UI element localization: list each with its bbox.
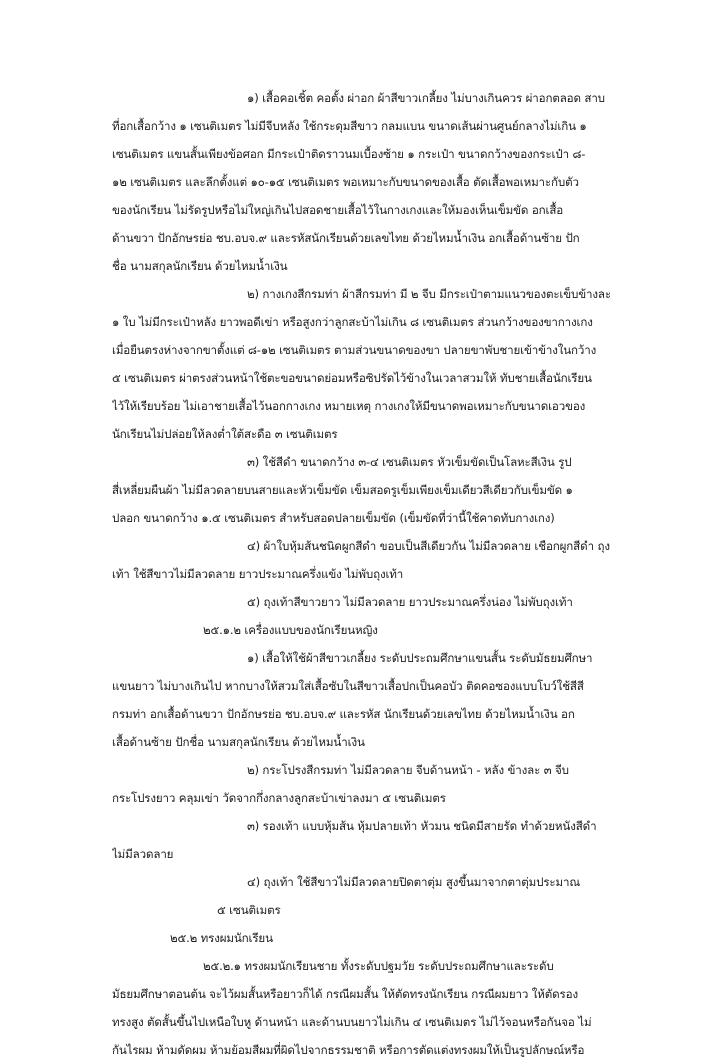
text-line: ด้านขวา ปักอักษรย่อ ชบ.อบจ.๙ และรหัสนักเรียนด้วยเลขไทย ด้วยไหมน้ำเงิน อกเสื้อด้านซ้าย ปัก [112, 231, 580, 245]
text-line: เสื้อด้านซ้าย ปักชื่อ นามสกุลนักเรียน ด้วยไหมน้ำเงิน [112, 735, 365, 749]
text-line: ไว้ให้เรียบร้อย ไม่เอาชายเสื้อไว้นอกกางเกง หมายเหตุ กางเกงให้มีขนาดพอเหมาะกับขนาดเอวของ [112, 399, 586, 413]
text-line: ๕) ถุงเท้าสีขาวยาว ไม่มีลวดลาย ยาวประมาณครึ่งน่อง ไม่พับถุงเท้า [247, 595, 573, 609]
text-line: ไม่มีลวดลาย [112, 847, 174, 861]
text-line: ๑ ใบ ไม่มีกระเป๋าหลัง ยาวพอดีเข่า หรือสูงกว่าลูกสะบ้าไม่เกิน ๘ เซนติเมตร ส่วนกว้างของขากางเกง [112, 315, 593, 329]
text-line: ๒) กระโปรงสีกรมท่า ไม่มีลวดลาย จีบด้านหน้า - หลัง ข้างละ ๓ จีบ [247, 763, 569, 777]
text-line: ๑) เสื้อให้ใช้ผ้าสีขาวเกลี้ยง ระดับประถมศึกษาแขนสั้น ระดับมัธยมศึกษา [247, 651, 593, 665]
text-line: ทรงสูง ตัดสั้นขึ้นไปเหนือใบหู ด้านหน้า และด้านบนยาวไม่เกิน ๔ เซนติเมตร ไม่ไว้จอนหรือกันจอ ไม่ [112, 1015, 592, 1029]
text-line: กระโปรงยาว คลุมเข่า วัดจากกึ่งกลางลูกสะบ้าเข่าลงมา ๕ เซนติเมตร [112, 791, 446, 805]
text-line: กันไรผม ห้ามดัดผม ห้ามย้อมสีผมที่ผิดไปจากธรรมชาติ หรือการตัดแต่งทรงผมให้เป็นรูปลักษณ์หรือ [112, 1043, 585, 1057]
text-line: เมื่อยืนตรงห่างจากขาตั้งแต่ ๘-๑๒ เซนติเมตร ตามส่วนขนาดของขา ปลายขาพับชายเข้าข้างในกว้าง [112, 343, 597, 357]
text-line: กรมท่า อกเสื้อด้านขวา ปักอักษรย่อ ชบ.อบจ.๙ และรหัส นักเรียนด้วยเลขไทย ด้วยไหมน้ำเงิน อก [112, 707, 575, 721]
text-line: ๑) เสื้อคอเชิ้ต คอตั้ง ผ่าอก ผ้าสีขาวเกลี้ยง ไม่บางเกินควร ผ่าอกตลอด สาบ [247, 91, 605, 105]
text-line: ปลอก ขนาดกว้าง ๑.๕ เซนติเมตร สำหรับสอดปลายเข็มขัด (เข็มขัดที่ว่านี้ใช้คาดทับกางเกง) [112, 511, 555, 525]
text-line: มัธยมศึกษาตอนต้น จะไว้ผมสั้นหรือยาวก็ได้ กรณีผมสั้น ให้ตัดทรงนักเรียน กรณีผมยาว ให้ตัดรอง [112, 987, 578, 1001]
text-line: ๕ เซนติเมตร [217, 903, 281, 917]
section-heading: ๒๕.๒ ทรงผมนักเรียน [170, 931, 273, 945]
text-line: ของนักเรียน ไม่รัดรูปหรือไม่ใหญ่เกินไปสอดชายเสื้อไว้ในกางเกงและให้มองเห็นเข็มขัด อกเสื้อ [112, 203, 564, 217]
text-line: ๓) รองเท้า แบบหุ้มส้น หุ้มปลายเท้า หัวมน ชนิดมีสายรัด ทำด้วยหนังสีดำ [247, 819, 597, 833]
text-line: สี่เหลี่ยมผืนผ้า ไม่มีลวดลายบนสายและหัวเข็มขัด เข็มสอดรูเข็มเพียงเข็มเดียวสีเดียวกับเข็มขัด ๑ [112, 483, 573, 497]
text-line: แขนยาว ไม่บางเกินไป หากบางให้สวมใส่เสื้อซับในสีขาวเสื้อปกเป็นคอบัว ติดคอซองแบบโบว์ใช้สีสี [112, 679, 584, 693]
text-line: เท้า ใช้สีขาวไม่มีลวดลาย ยาวประมาณครึ่งแข้ง ไม่พับถุงเท้า [112, 567, 404, 581]
text-line: ๑๒ เซนติเมตร และลึกตั้งแต่ ๑๐-๑๕ เซนติเมตร พอเหมาะกับขนาดของเสื้อ ตัดเสื้อพอเหมาะกับตัว [112, 175, 579, 189]
text-line: เซนติเมตร แขนสั้นเพียงข้อศอก มีกระเป๋าติดราวนมเบื้องซ้าย ๑ กระเป๋า ขนาดกว้างของกระเป๋า ๘- [112, 147, 586, 161]
section-heading: ๒๕.๒.๑ ทรงผมนักเรียนชาย ทั้งระดับปฐมวัย ระดับประถมศึกษาและระดับ [203, 959, 554, 973]
text-line: ที่อกเสื้อกว้าง ๑ เซนติเมตร ไม่มีจีบหลัง ใช้กระดุมสีขาว กลมแบน ขนาดเส้นผ่านศูนย์กลางไม่เกิน ๑ [112, 119, 587, 133]
text-line: ๒) กางเกงสีกรมท่า ผ้าสีกรมท่า มี ๒ จีบ มีกระเป๋าตามแนวของตะเข็บข้างละ [247, 287, 611, 301]
section-heading: ๒๕.๑.๒ เครื่องแบบของนักเรียนหญิง [203, 623, 378, 637]
text-line: ๔) ถุงเท้า ใช้สีขาวไม่มีลวดลายปิดตาตุ่ม สูงขึ้นมาจากตาตุ่มประมาณ [247, 875, 580, 889]
text-line: ชื่อ นามสกุลนักเรียน ด้วยไหมน้ำเงิน [112, 259, 288, 273]
text-line: ๓) ใช้สีดำ ขนาดกว้าง ๓-๔ เซนติเมตร หัวเข็มขัดเป็นโลหะสีเงิน รูป [247, 455, 572, 469]
text-line: ๕ เซนติเมตร ผ่าตรงส่วนหน้าใช้ตะขอขนาดย่อมหรือซิปรัดไว้ข้างในเวลาสวมให้ ทับชายเสื้อนักเรียน [112, 371, 592, 385]
text-line: ๔) ผ้าใบหุ้มส้นชนิดผูกสีดำ ขอบเป็นสีเดียวกัน ไม่มีลวดลาย เชือกผูกสีดำ ถุง [247, 539, 610, 553]
text-line: นักเรียนไม่ปล่อยให้ลงต่ำใต้สะดือ ๓ เซนติเมตร [112, 427, 338, 441]
